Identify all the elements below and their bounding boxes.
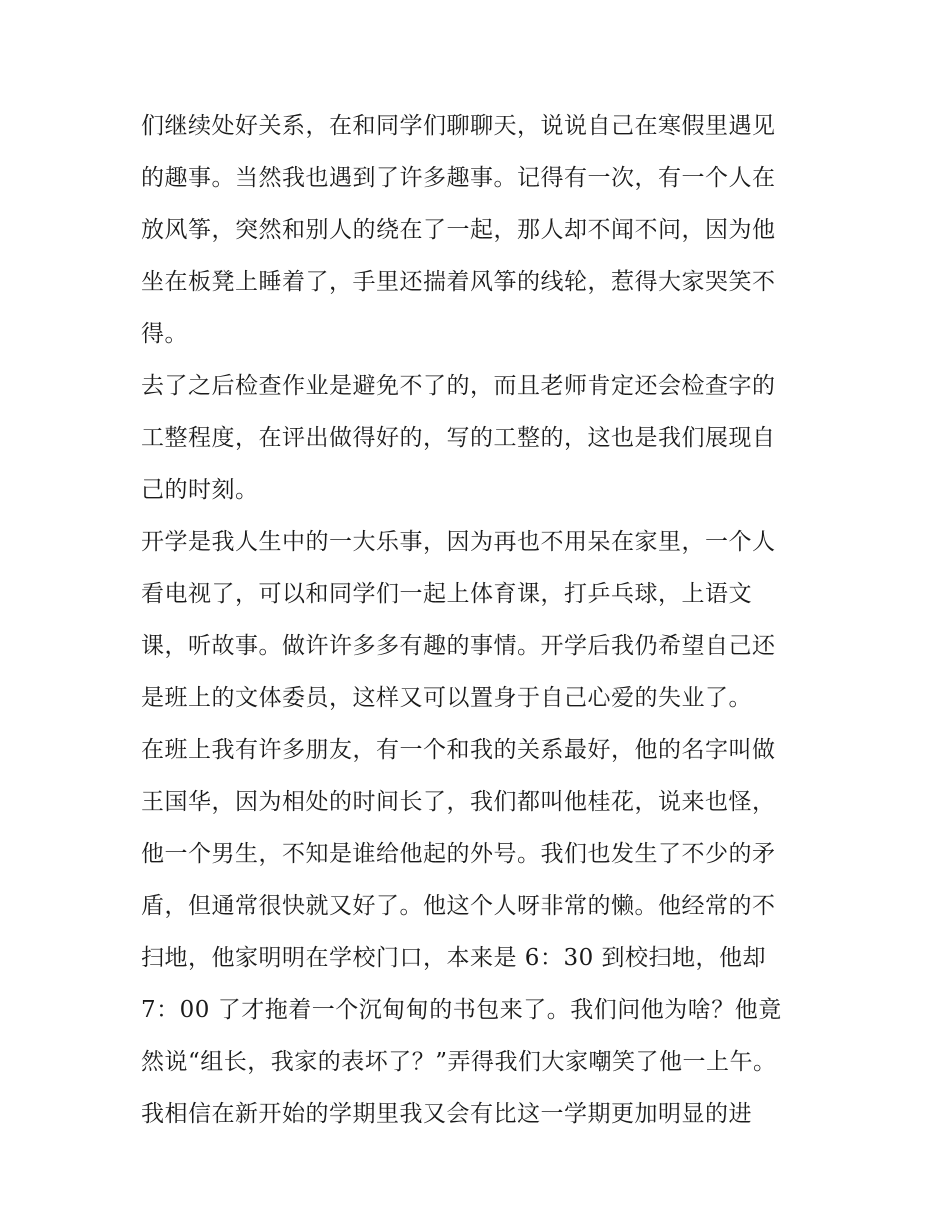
text-line-20: 我相信在新开始的学期里我又会有比这一学期更加明显的进 bbox=[141, 1101, 752, 1127]
body-text bbox=[141, 100, 821, 1140]
text-line-18: 7：00 了才拖着一个沉甸甸的书包来了。我们问他为啥？他竟 bbox=[141, 997, 782, 1023]
text-line-7: 工整程度，在评出做得好的，写的工整的，这也是我们展现自 bbox=[141, 425, 776, 451]
text-line-13: 在班上我有许多朋友，有一个和我的关系最好，他的名字叫做 bbox=[141, 737, 776, 763]
text-line-15: 他一个男生，不知是谁给他起的外号。我们也发生了不少的矛 bbox=[141, 841, 776, 867]
text-line-8: 己的时刻。 bbox=[141, 477, 259, 503]
text-line-10: 看电视了，可以和同学们一起上体育课，打乒乓球，上语文 bbox=[141, 581, 752, 607]
text-line-12: 是班上的文体委员，这样又可以置身于自己心爱的失业了。 bbox=[141, 685, 752, 711]
text-line-4: 坐在板凳上睡着了，手里还揣着风筝的线轮，惹得大家哭笑不 bbox=[141, 269, 776, 295]
text-line-3: 放风筝，突然和别人的绕在了一起，那人却不闻不问，因为他 bbox=[141, 217, 776, 243]
text-line-14: 王国华，因为相处的时间长了，我们都叫他桂花，说来也怪， bbox=[141, 789, 776, 815]
text-line-16: 盾，但通常很快就又好了。他这个人呀非常的懒。他经常的不 bbox=[141, 893, 776, 919]
text-line-19: 然说“组长，我家的表坏了？”弄得我们大家嘲笑了他一上午。 bbox=[141, 1049, 777, 1075]
text-line-11: 课，听故事。做许许多多有趣的事情。开学后我仍希望自己还 bbox=[141, 633, 776, 659]
text-line-6: 去了之后检查作业是避免不了的，而且老师肯定还会检查字的 bbox=[141, 373, 776, 399]
text-line-5: 得。 bbox=[141, 321, 188, 347]
text-line-1: 们继续处好关系，在和同学们聊聊天，说说自己在寒假里遇见 bbox=[141, 113, 776, 139]
text-line-2: 的趣事。当然我也遇到了许多趣事。记得有一次，有一个人在 bbox=[141, 165, 776, 191]
text-line-9: 开学是我人生中的一大乐事，因为再也不用呆在家里，一个人 bbox=[141, 529, 776, 555]
text-line-17: 扫地，他家明明在学校门口，本来是 6：30 到校扫地，他却 bbox=[141, 945, 767, 971]
